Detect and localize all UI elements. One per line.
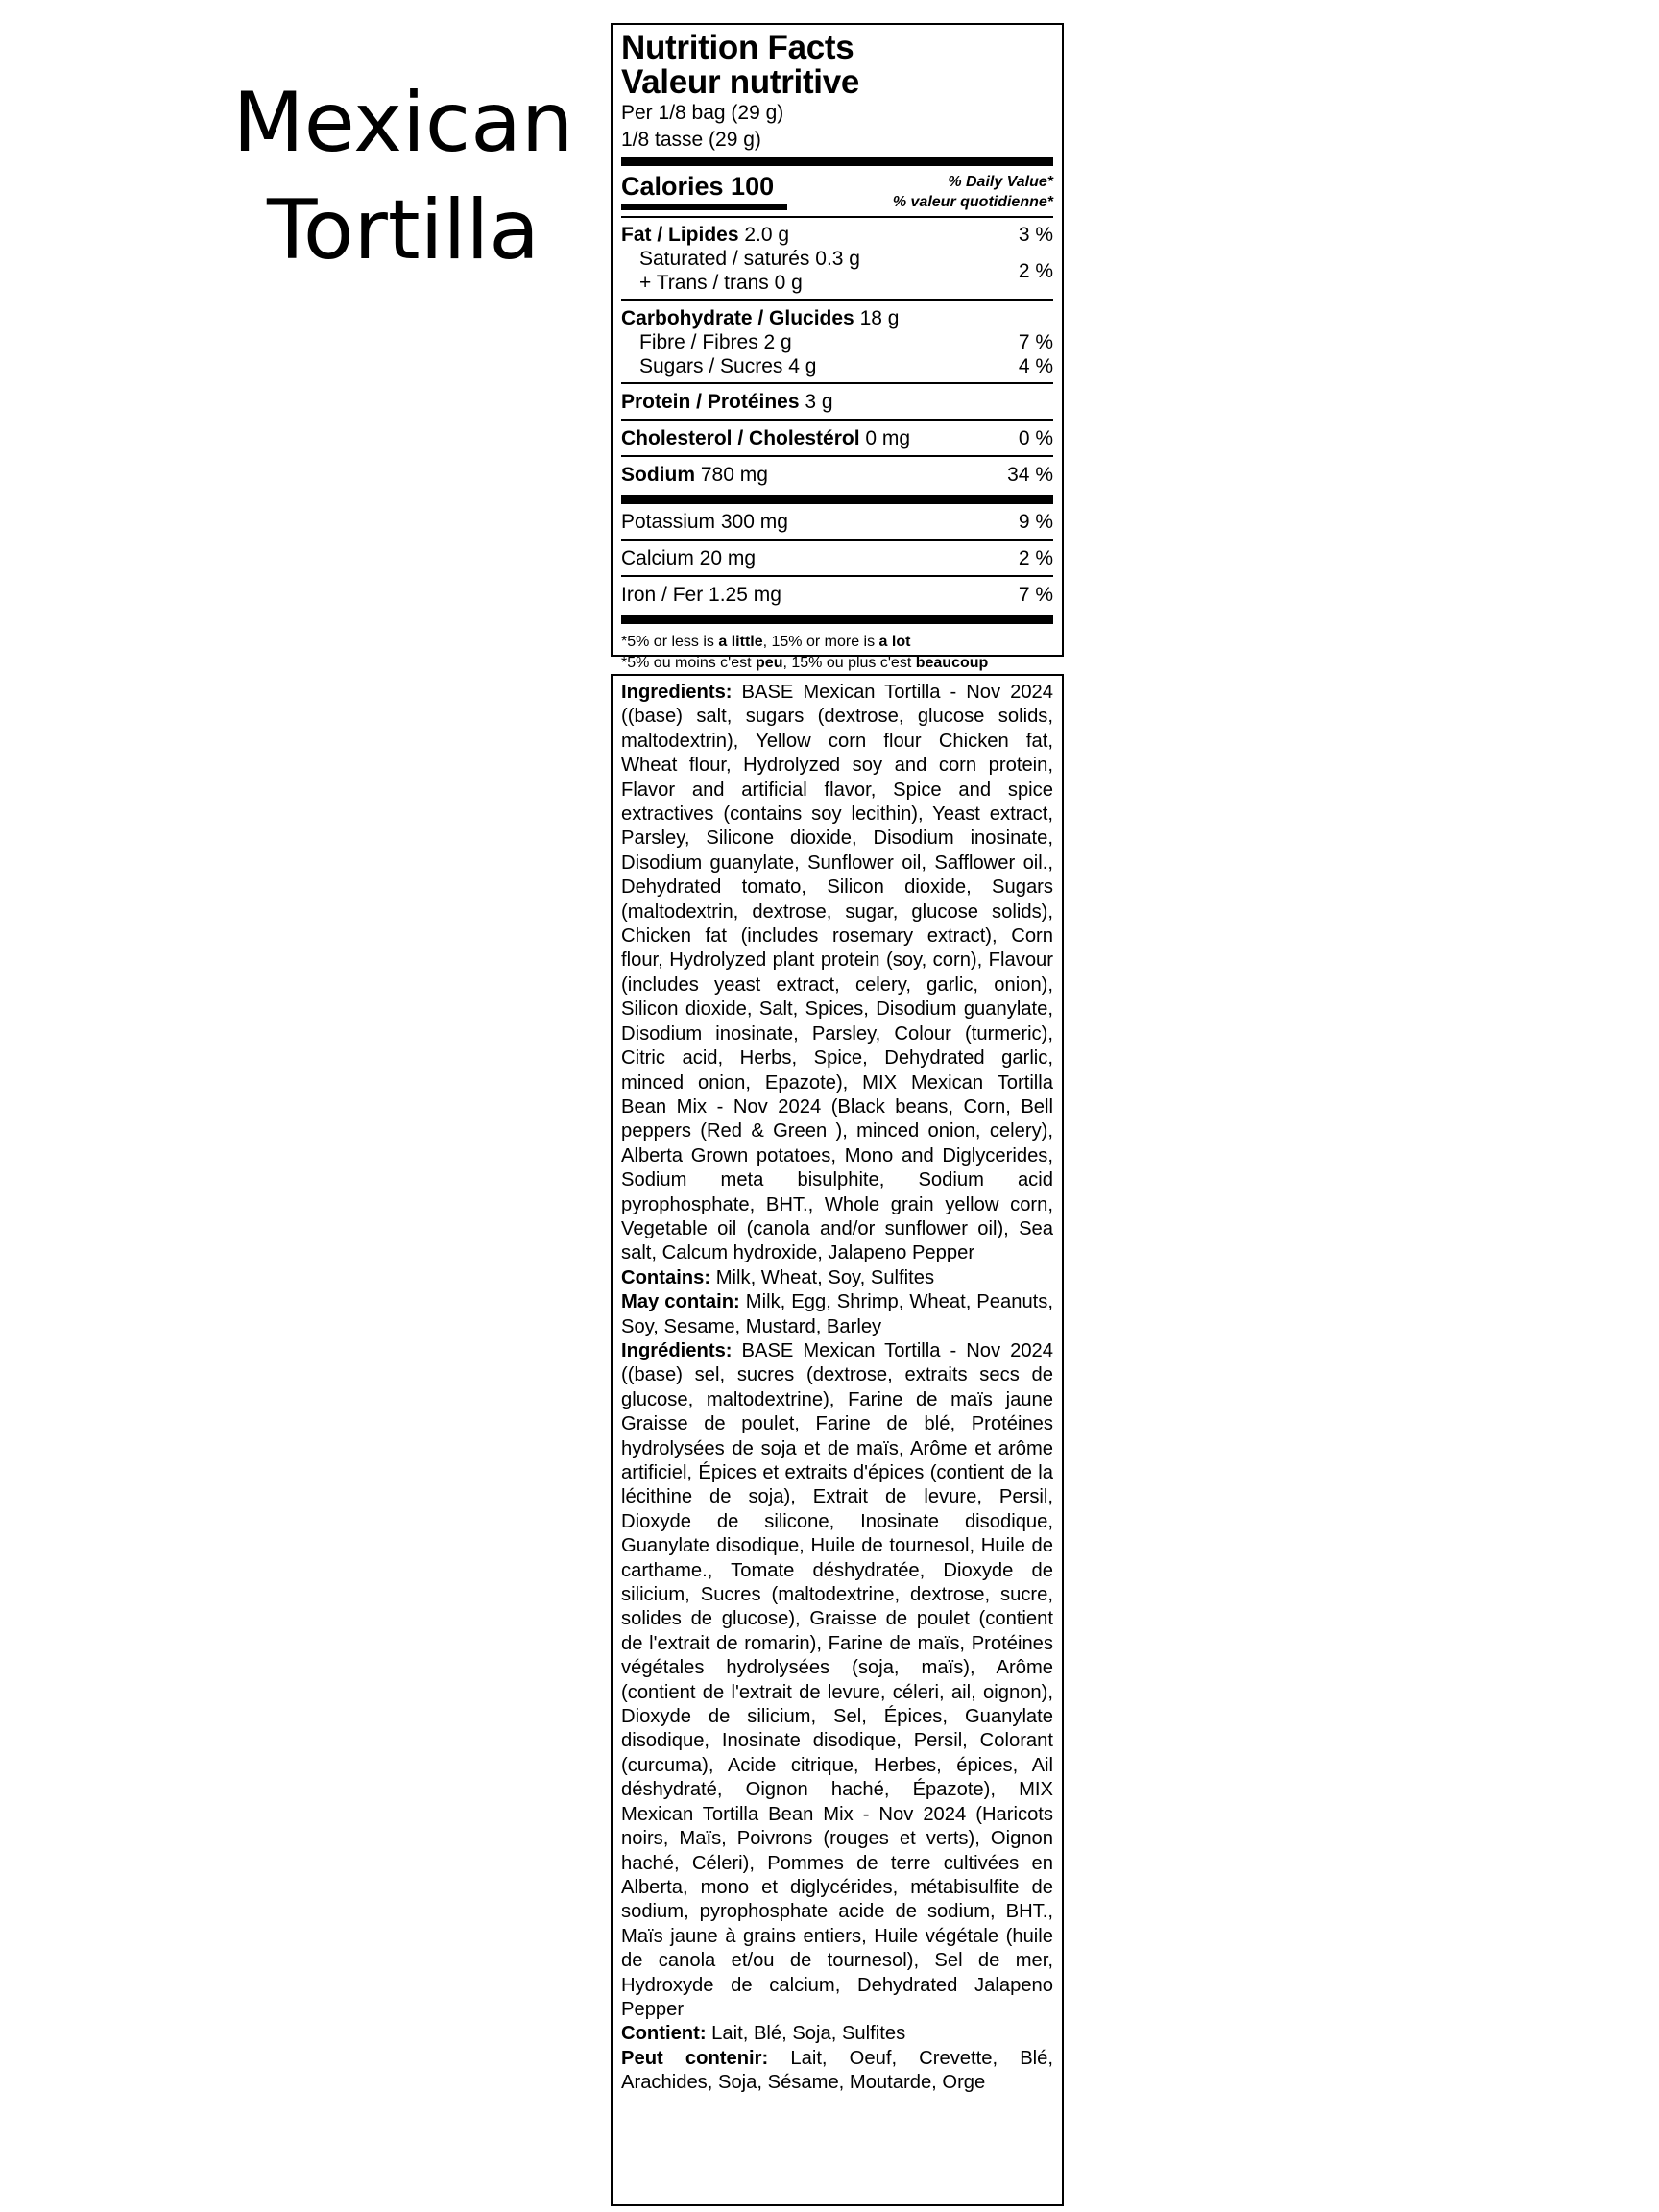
- cholesterol-amount: 0 mg: [859, 427, 911, 449]
- carbohydrate-label: Carbohydrate / Glucides: [621, 307, 854, 329]
- iron-pct: 7 %: [1018, 584, 1053, 606]
- fibre-row: [621, 330, 1053, 354]
- footnote-en: *5% or less is a little, 15% or more is a lot: [621, 634, 911, 650]
- sugars-pct: 4 %: [1018, 355, 1053, 377]
- fat-group: [621, 218, 1053, 299]
- may-contain-fr: [621, 2047, 1053, 2096]
- fibre-pct: 7 %: [1018, 331, 1053, 353]
- sodium-amount: 780 mg: [695, 464, 768, 486]
- ingredients-en-label: Ingredients:: [621, 682, 733, 703]
- may-contain-en: [621, 1290, 1053, 1339]
- fat-pct: 3 %: [1018, 224, 1053, 246]
- calories-underline: [621, 204, 787, 210]
- fat-label: Fat / Lipides: [621, 224, 739, 246]
- divider-thick: [621, 615, 1053, 624]
- contains-fr-text: Lait, Blé, Soja, Sulfites: [706, 2023, 906, 2045]
- divider-thick: [621, 495, 1053, 504]
- potassium-label: Potassium 300 mg: [621, 511, 788, 533]
- carbohydrate-row: [621, 306, 1053, 330]
- may-contain-en-label: May contain:: [621, 1291, 740, 1313]
- serving-size-en: Per 1/8 bag (29 g): [621, 102, 784, 124]
- trans-label: + Trans / trans 0 g: [639, 272, 803, 294]
- serving-size-fr: 1/8 tasse (29 g): [621, 129, 761, 151]
- daily-value-en: % Daily Value*: [948, 174, 1053, 190]
- ingredients-fr-label: Ingrédients:: [621, 1339, 733, 1361]
- may-contain-fr-text: Lait, Oeuf, Crevette, Blé, Arachides, Soja, Sésame, Moutarde, Orge: [621, 2047, 1054, 2094]
- protein-row: [621, 384, 1053, 419]
- ingredients-fr: [621, 1339, 1053, 2022]
- footnote: [621, 624, 1053, 674]
- daily-value-fr: % valeur quotidienne*: [892, 194, 1053, 210]
- fat-amount: 2.0 g: [738, 224, 790, 246]
- protein-amount: 3 g: [799, 391, 833, 413]
- cholesterol-pct: 0 %: [1018, 427, 1053, 449]
- iron-row: [621, 577, 1053, 612]
- sugars-row: [621, 354, 1053, 378]
- product-title: [154, 69, 653, 284]
- nutrition-title-fr: Valeur nutritive: [621, 63, 860, 101]
- calcium-pct: 2 %: [1018, 547, 1053, 569]
- saturated-trans-pct: 2 %: [1018, 259, 1053, 282]
- calcium-row: [621, 541, 1053, 575]
- sodium-label: Sodium: [621, 464, 695, 486]
- fat-row: [621, 223, 1053, 247]
- contains-fr: [621, 2022, 1053, 2046]
- potassium-row: [621, 504, 1053, 539]
- footnote-fr: *5% ou moins c'est peu, 15% ou plus c'est beaucoup: [621, 655, 989, 671]
- ingredients-en: [621, 681, 1053, 1266]
- protein-label: Protein / Protéines: [621, 391, 800, 413]
- carbohydrate-group: [621, 301, 1053, 382]
- contains-en-text: Milk, Wheat, Soy, Sulfites: [710, 1266, 935, 1288]
- cholesterol-label: Cholesterol / Cholestérol: [621, 427, 860, 449]
- daily-value-heading: [893, 172, 1053, 212]
- saturated-trans-row: [621, 247, 1053, 295]
- product-title-line2: Tortilla: [267, 182, 540, 278]
- calories-label: Calories 100: [621, 172, 775, 201]
- cholesterol-row: [621, 421, 1053, 455]
- sugars-label: Sugars / Sucres 4 g: [639, 355, 817, 377]
- fibre-label: Fibre / Fibres 2 g: [639, 331, 792, 353]
- carbohydrate-amount: 18 g: [854, 307, 900, 329]
- sodium-row: [621, 457, 1053, 492]
- potassium-pct: 9 %: [1018, 511, 1053, 533]
- contains-fr-label: Contient:: [621, 2023, 707, 2045]
- nutrition-title-en: Nutrition Facts: [621, 29, 854, 66]
- contains-en: [621, 1266, 1053, 1290]
- divider-thick: [621, 157, 1053, 166]
- ingredients-panel: [611, 674, 1064, 2206]
- product-title-line1: Mexican: [232, 75, 574, 171]
- may-contain-en-text: Milk, Egg, Shrimp, Wheat, Peanuts, Soy, Sesame, Mustard, Barley: [621, 1291, 1053, 1337]
- saturated-label: Saturated / saturés 0.3 g: [639, 248, 860, 270]
- contains-en-label: Contains:: [621, 1266, 711, 1288]
- may-contain-fr-label: Peut contenir:: [621, 2047, 769, 2069]
- sodium-pct: 34 %: [1007, 464, 1053, 486]
- ingredients-en-text: BASE Mexican Tortilla - Nov 2024 ((base) salt, sugars (dextrose, glucose solids, maltodextrin), Yellow corn flour Chicken fat, Wheat flour, Hydrolyzed soy and corn protein, Flavor and artificial flavor, Spice and spice extractives (contains soy lecithin), Yeast extract, Parsley, Silicone dioxide, Disodium inosinate, Disodium guanylate, Sunflower oil, Safflower oil., Dehydrated tomato, Silicon dioxide, Sugars (maltodextrin, dextrose, sugar, glucose solids), Chicken fat (includes rosemary extract), Corn flour, Hydrolyzed plant protein (soy, corn), Flavour (includes yeast extract, celery, garlic, onion), Silicon dioxide, Salt, Spices, Disodium guanylate, Disodium inosinate, Parsley, Colour (turmeric), Citric acid, Herbs, Spice, Dehydrated garlic, minced onion, Epazote), MIX Mexican Tortilla Bean Mix - Nov 2024 (Black beans, Corn, Bell peppers (Red & Green ), minced onion, celery), Alberta Grown potatoes, Mono and Diglycerides, Sodium meta bisulphite, Sodium acid pyrophosphate, BHT., Whole grain yellow corn, Vegetable oil (canola and/or sunflower oil), Sea salt, Calcum hydroxide, Jalapeno Pepper: [621, 682, 1053, 1264]
- calcium-label: Calcium 20 mg: [621, 547, 757, 569]
- iron-label: Iron / Fer 1.25 mg: [621, 584, 781, 606]
- calories-row: [621, 166, 1053, 216]
- nutrition-facts-panel: [611, 23, 1064, 671]
- ingredients-fr-text: BASE Mexican Tortilla - Nov 2024 ((base) sel, sucres (dextrose, extraits secs de glucose, maltodextrine), Farine de maïs jaune Graisse de poulet, Farine de blé, Protéines hydrolysées de soja et de maïs, Arôme et arôme artificiel, Épices et extraits d'épices (contient de la lécithine de soja), Extrait de levure, Persil, Dioxyde de silicone, Inosinate disodique, Guanylate disodique, Huile de tournesol, Huile de carthame., Tomate déshydratée, Dioxyde de silicium, Sucres (maltodextrine, dextrose, sucre, solides de glucose), Graisse de poulet (contient de l'extrait de romarin), Farine de maïs, Protéines végétales hydrolysées (soja, maïs), Arôme (contient de l'extrait de levure, céleri, ail, oignon), Dioxyde de silicium, Sel, Épices, Guanylate disodique, Inosinate disodique, Persil, Colorant (curcuma), Acide citrique, Herbes, épices, Ail déshydraté, Oignon haché, Épazote), MIX Mexican Tortilla Bean Mix - Nov 2024 (Haricots noirs, Maïs, Poivrons (rouges et verts), Oignon haché, Céleri), Pommes de terre cultivées en Alberta, mono et diglycérides, métabisulfite de sodium, pyrophosphate acide de sodium, BHT., Maïs jaune à grains entiers, Huile végétale (huile de canola et/ou de tournesol), Sel de mer, Hydroxyde de calcium, Dehydrated Jalapeno Pepper: [621, 1339, 1053, 2020]
